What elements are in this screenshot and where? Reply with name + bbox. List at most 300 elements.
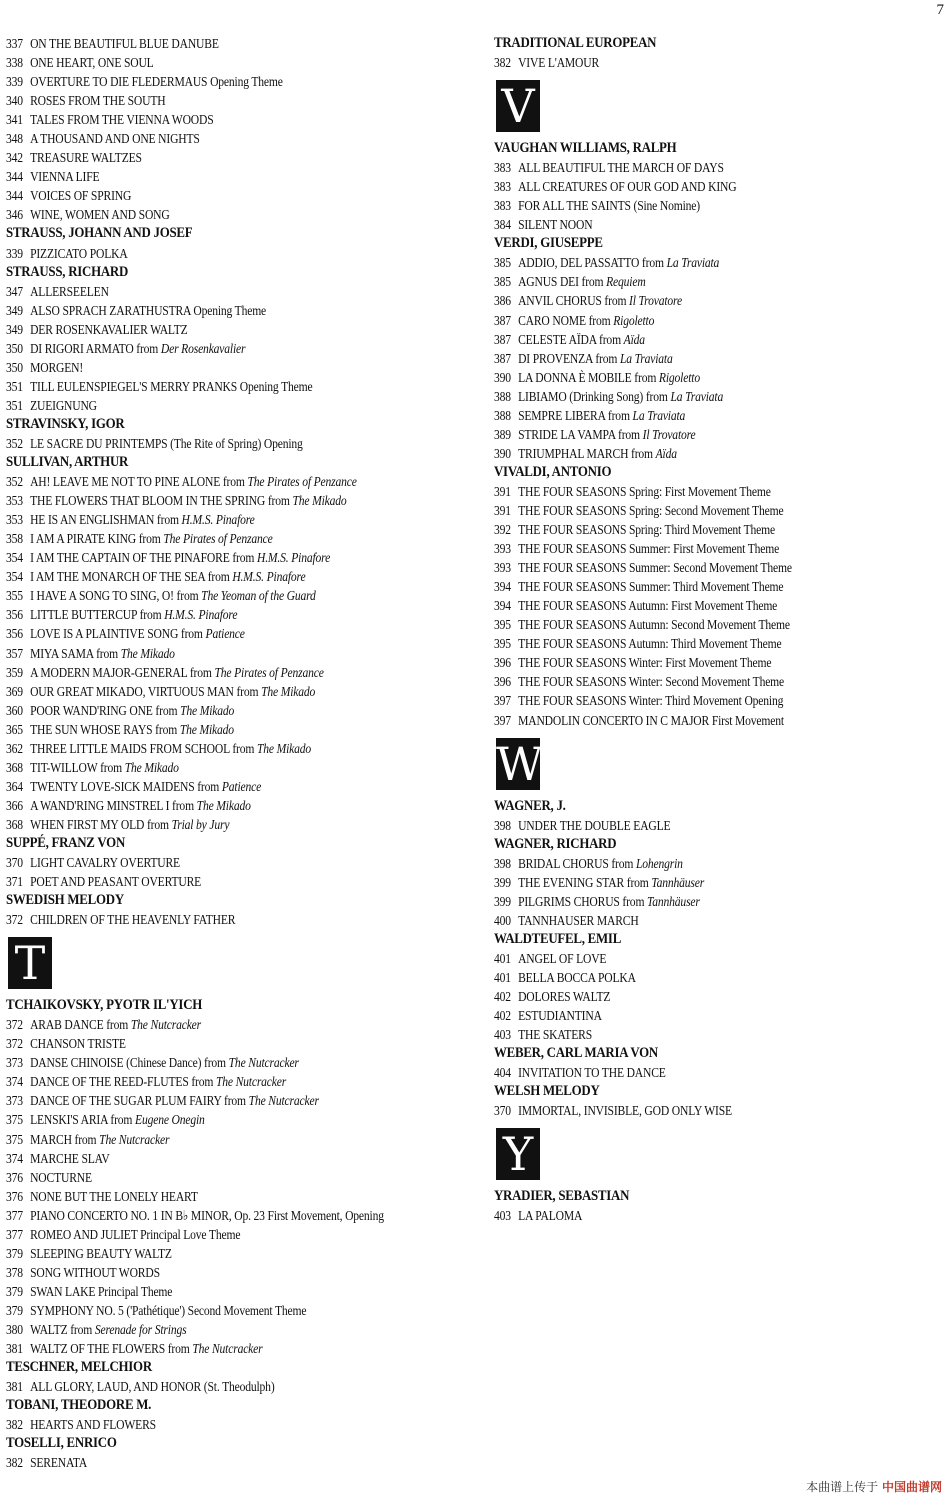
piece-title: OVERTURE TO DIE FLEDERMAUS Opening Theme — [30, 74, 283, 90]
index-entry — [494, 711, 881, 730]
piece-title: THE FOUR SEASONS Winter: First Movement Theme — [518, 655, 772, 671]
index-entry — [6, 1453, 410, 1472]
composer-heading: WALDTEUFEL, EMIL — [494, 930, 622, 947]
page-ref: 374 — [6, 1074, 23, 1090]
piece-title: THE FOUR SEASONS Winter: Second Movement Theme — [518, 674, 785, 690]
index-entry — [6, 1149, 410, 1168]
page-ref: 375 — [6, 1112, 23, 1128]
page-ref: 388 — [494, 407, 511, 423]
watermark — [806, 1478, 942, 1495]
index-entry — [6, 186, 410, 205]
piece-title: STRIDE LA VAMPA from — [518, 426, 640, 442]
index-entry — [494, 873, 881, 892]
index-entry — [494, 634, 881, 653]
index-entry — [494, 158, 881, 177]
piece-title: SLEEPING BEAUTY WALTZ — [30, 1245, 172, 1261]
page-ref: 391 — [494, 502, 511, 518]
index-entry — [6, 1320, 410, 1339]
source-work: La Traviata — [619, 350, 673, 366]
page-ref: 397 — [494, 693, 511, 709]
page-ref: 376 — [6, 1188, 23, 1204]
piece-title: INVITATION TO THE DANCE — [518, 1065, 666, 1081]
piece-title: LA PALOMA — [518, 1208, 583, 1224]
source-work: The Mikado — [179, 721, 234, 737]
composer-heading: VERDI, GIUSEPPE — [494, 235, 603, 252]
index-entry — [6, 1244, 410, 1263]
index-entry — [6, 53, 410, 72]
page-ref: 348 — [6, 131, 23, 147]
index-entry — [6, 910, 410, 929]
index-entry — [6, 1339, 410, 1358]
source-work: Aïda — [623, 331, 645, 347]
page-ref: 383 — [494, 198, 511, 214]
piece-title: SERENATA — [30, 1455, 88, 1471]
index-entry — [494, 501, 881, 520]
piece-title: THE FOUR SEASONS Summer: Second Movement Theme — [518, 560, 792, 576]
index-entry — [494, 1206, 881, 1225]
index-entry — [6, 720, 410, 739]
index-entry — [6, 1301, 410, 1320]
page-ref: 393 — [494, 560, 511, 576]
page-ref: 404 — [494, 1065, 511, 1081]
watermark-brand: 中国曲谱网 — [881, 1480, 942, 1494]
page-ref: 360 — [6, 702, 23, 718]
index-entry — [494, 987, 881, 1006]
page-ref: 340 — [6, 93, 23, 109]
page-ref: 372 — [6, 1017, 23, 1033]
index-entry — [494, 615, 881, 634]
index-entry — [6, 244, 410, 263]
page-ref: 375 — [6, 1131, 23, 1147]
composer-heading: TCHAIKOVSKY, PYOTR IL'YICH — [6, 997, 203, 1014]
section-letter: Y — [496, 1128, 540, 1180]
index-entry — [6, 644, 410, 663]
index-entry — [6, 682, 410, 701]
index-entry — [6, 148, 410, 167]
index-entry — [494, 968, 881, 987]
piece-title: VIVE L'AMOUR — [518, 55, 600, 71]
piece-title: ESTUDIANTINA — [518, 1008, 602, 1024]
piece-title: OUR GREAT MIKADO, VIRTUOUS MAN from — [30, 683, 259, 699]
index-entry — [6, 167, 410, 186]
piece-title: LIGHT CAVALRY OVERTURE — [30, 855, 180, 871]
index-entry — [6, 1053, 410, 1072]
piece-title: ZUEIGNUNG — [30, 397, 97, 413]
page-ref: 394 — [494, 598, 511, 614]
piece-title: VIENNA LIFE — [30, 169, 100, 185]
page-ref: 346 — [6, 207, 23, 223]
piece-title: LIBIAMO (Drinking Song) from — [518, 388, 668, 404]
source-work: The Mikado — [261, 683, 316, 699]
piece-title: LE SACRE DU PRINTEMPS (The Rite of Spring) Opening — [30, 435, 303, 451]
piece-title: DANSE CHINOISE (Chinese Dance) from — [30, 1055, 226, 1071]
page-ref: 354 — [6, 569, 23, 585]
index-entry — [494, 368, 881, 387]
index-entry — [494, 311, 881, 330]
page-ref: 352 — [6, 474, 23, 490]
page-ref: 402 — [494, 989, 511, 1005]
page-ref: 372 — [6, 912, 23, 928]
index-entry — [6, 1282, 410, 1301]
page-ref: 338 — [6, 55, 23, 71]
piece-title: IMMORTAL, INVISIBLE, GOD ONLY WISE — [518, 1103, 732, 1119]
piece-title: ALL GLORY, LAUD, AND HONOR (St. Theodulph) — [30, 1379, 275, 1395]
page-ref: 357 — [6, 645, 23, 661]
index-entry — [6, 872, 410, 891]
piece-title: AH! LEAVE ME NOT TO PINE ALONE from — [30, 474, 245, 490]
piece-title: WHEN FIRST MY OLD from — [30, 816, 169, 832]
page-ref: 379 — [6, 1245, 23, 1261]
page-ref: 339 — [6, 245, 23, 261]
composer-heading: WEBER, CARL MARIA VON — [494, 1045, 658, 1062]
page-ref: 401 — [494, 950, 511, 966]
piece-title: THREE LITTLE MAIDS FROM SCHOOL from — [30, 740, 255, 756]
page-ref: 392 — [494, 522, 511, 538]
piece-title: MIYA SAMA from — [30, 645, 118, 661]
index-entry — [494, 253, 881, 272]
piece-title: ON THE BEAUTIFUL BLUE DANUBE — [30, 36, 219, 51]
piece-title: NONE BUT THE LONELY HEART — [30, 1188, 198, 1204]
page-ref: 376 — [6, 1169, 23, 1185]
index-entry — [6, 548, 410, 567]
piece-title: WALTZ from — [30, 1322, 93, 1337]
page-ref: 382 — [6, 1455, 23, 1471]
index-entry — [6, 320, 410, 339]
index-entry — [6, 472, 410, 491]
piece-title: ALSO SPRACH ZARATHUSTRA Opening Theme — [30, 302, 267, 318]
source-work: The Mikado — [124, 759, 179, 775]
piece-title: THE FOUR SEASONS Spring: First Movement Theme — [518, 483, 771, 499]
page-ref: 379 — [6, 1302, 23, 1318]
page-ref: 384 — [494, 217, 511, 233]
index-entry — [494, 596, 881, 615]
piece-title: POOR WAND'RING ONE from — [30, 702, 178, 718]
index-entry — [494, 672, 881, 691]
piece-title: THE FOUR SEASONS Autumn: First Movement Theme — [518, 598, 778, 614]
piece-title: DOLORES WALTZ — [518, 989, 611, 1005]
page-ref: 351 — [6, 378, 23, 394]
source-work: Serenade for Strings — [94, 1322, 187, 1337]
index-entry — [494, 558, 881, 577]
composer-heading: VIVALDI, ANTONIO — [494, 463, 612, 480]
index-entry — [6, 110, 410, 129]
index-entry — [494, 53, 881, 72]
index-column-left — [6, 34, 476, 1472]
index-entry — [494, 1063, 881, 1082]
piece-title: TIT-WILLOW from — [30, 759, 122, 775]
source-work: The Nutcracker — [130, 1017, 202, 1033]
index-entry — [6, 624, 410, 643]
index-entry — [494, 215, 881, 234]
source-work: Tannhäuser — [647, 893, 700, 909]
section-letter-block — [496, 80, 944, 135]
piece-title: ALL CREATURES OF OUR GOD AND KING — [518, 179, 737, 195]
source-work: H.M.S. Pinafore — [164, 607, 238, 623]
index-entry — [6, 377, 410, 396]
page-ref: 396 — [494, 655, 511, 671]
index-entry — [6, 586, 410, 605]
source-work: Aïda — [655, 445, 677, 461]
index-entry — [6, 777, 410, 796]
source-work: La Traviata — [670, 388, 724, 404]
page-ref: 373 — [6, 1093, 23, 1109]
piece-title: MANDOLIN CONCERTO IN C MAJOR First Movement — [518, 712, 784, 728]
piece-title: DI RIGORI ARMATO from — [30, 340, 159, 356]
piece-title: ARAB DANCE from — [30, 1017, 129, 1033]
index-entry — [6, 1225, 410, 1244]
piece-title: BRIDAL CHORUS from — [518, 855, 634, 871]
piece-title: I HAVE A SONG TO SING, O! from — [30, 588, 199, 604]
source-work: Rigoletto — [658, 369, 700, 385]
index-entry — [494, 520, 881, 539]
page-ref: 344 — [6, 188, 23, 204]
index-entry — [6, 1415, 410, 1434]
index-entry — [494, 196, 881, 215]
source-work: Patience — [221, 778, 262, 794]
piece-title: LA DONNA È MOBILE from — [518, 369, 657, 385]
page-ref: 359 — [6, 664, 23, 680]
page-ref: 387 — [494, 350, 511, 366]
source-work: Lohengrin — [635, 855, 683, 871]
index-column-right — [494, 34, 944, 1225]
page-ref: 387 — [494, 312, 511, 328]
source-work: The Nutcracker — [99, 1131, 170, 1147]
composer-heading: SWEDISH MELODY — [6, 892, 124, 909]
composer-heading: TOBANI, THEODORE M. — [6, 1397, 152, 1414]
piece-title: I AM THE CAPTAIN OF THE PINAFORE from — [30, 550, 255, 566]
page-ref: 381 — [6, 1379, 23, 1395]
page-ref: 395 — [494, 617, 511, 633]
composer-heading: STRAUSS, JOHANN AND JOSEF — [6, 225, 193, 242]
page-ref: 342 — [6, 150, 23, 166]
index-entry — [494, 1025, 881, 1044]
page-ref: 368 — [6, 759, 23, 775]
source-work: H.M.S. Pinafore — [232, 569, 306, 585]
page-ref: 372 — [6, 1036, 23, 1052]
index-entry — [494, 892, 881, 911]
source-work: Der Rosenkavalier — [160, 340, 246, 356]
composer-heading: SULLIVAN, ARTHUR — [6, 454, 129, 471]
source-work: The Yeoman of the Guard — [201, 588, 316, 604]
index-entry — [494, 854, 881, 873]
page-ref: 393 — [494, 541, 511, 557]
index-entry — [6, 1130, 410, 1149]
page-ref: 371 — [6, 874, 23, 890]
index-entry — [494, 272, 881, 291]
page-ref: 388 — [494, 388, 511, 404]
piece-title: TILL EULENSPIEGEL'S MERRY PRANKS Opening Theme — [30, 378, 313, 394]
index-entry — [6, 339, 410, 358]
page-ref: 397 — [494, 712, 511, 728]
index-entry — [6, 1034, 410, 1053]
page-ref: 370 — [6, 855, 23, 871]
index-entry — [6, 358, 410, 377]
piece-title: THE FLOWERS THAT BLOOM IN THE SPRING from — [30, 493, 290, 509]
index-entry — [494, 482, 881, 501]
page-ref: 366 — [6, 797, 23, 813]
page-ref: 379 — [6, 1283, 23, 1299]
piece-title: TALES FROM THE VIENNA WOODS — [30, 112, 214, 128]
page-ref: 374 — [6, 1150, 23, 1166]
page-ref: 386 — [494, 293, 511, 309]
page-ref: 337 — [6, 36, 23, 51]
page-ref: 349 — [6, 302, 23, 318]
page-ref: 380 — [6, 1322, 23, 1337]
piece-title: THE SUN WHOSE RAYS from — [30, 721, 178, 737]
index-entry — [6, 1206, 410, 1225]
piece-title: TRIUMPHAL MARCH from — [518, 445, 653, 461]
index-entry — [494, 949, 881, 968]
index-entry — [6, 1377, 410, 1396]
piece-title: ONE HEART, ONE SOUL — [30, 55, 154, 71]
page-ref: 402 — [494, 1008, 511, 1024]
page-ref: 398 — [494, 817, 511, 833]
index-entry — [494, 1006, 881, 1025]
piece-title: SWAN LAKE Principal Theme — [30, 1283, 173, 1299]
index-entry — [6, 205, 410, 224]
page-ref: 396 — [494, 674, 511, 690]
page-ref: 383 — [494, 179, 511, 195]
source-work: La Traviata — [666, 255, 720, 271]
composer-heading: STRAVINSKY, IGOR — [6, 415, 125, 432]
piece-title: THE FOUR SEASONS Summer: Third Movement Theme — [518, 579, 784, 595]
index-entry — [494, 291, 881, 310]
page-ref: 364 — [6, 778, 23, 794]
index-entry — [494, 425, 881, 444]
index-entry — [6, 72, 410, 91]
page-ref: 356 — [6, 626, 23, 642]
piece-title: THE FOUR SEASONS Autumn: Third Movement Theme — [518, 636, 782, 652]
piece-title: HEARTS AND FLOWERS — [30, 1417, 156, 1433]
section-letter-block — [8, 937, 476, 992]
piece-title: DANCE OF THE SUGAR PLUM FAIRY from — [30, 1093, 246, 1109]
piece-title: I AM A PIRATE KING from — [30, 531, 161, 547]
page-ref: 398 — [494, 855, 511, 871]
source-work: The Nutcracker — [215, 1074, 287, 1090]
index-entry — [6, 1015, 410, 1034]
page-ref: 350 — [6, 340, 23, 356]
index-entry — [6, 1110, 410, 1129]
piece-title: THE FOUR SEASONS Winter: Third Movement Opening — [518, 693, 784, 709]
piece-title: WALTZ OF THE FLOWERS from — [30, 1341, 190, 1357]
piece-title: UNDER THE DOUBLE EAGLE — [518, 817, 671, 833]
page-ref: 400 — [494, 912, 511, 928]
index-entry — [6, 1091, 410, 1110]
page-ref: 339 — [6, 74, 23, 90]
composer-heading: VAUGHAN WILLIAMS, RALPH — [494, 140, 677, 157]
piece-title: A MODERN MAJOR-GENERAL from — [30, 664, 212, 680]
piece-title: PILGRIMS CHORUS from — [518, 893, 645, 909]
index-entry — [6, 739, 410, 758]
piece-title: THE EVENING STAR from — [518, 874, 649, 890]
page-ref: 356 — [6, 607, 23, 623]
piece-title: THE FOUR SEASONS Spring: Third Movement Theme — [518, 522, 776, 538]
index-entry — [6, 815, 410, 834]
piece-title: TREASURE WALTZES — [30, 150, 142, 166]
index-entry — [6, 567, 410, 586]
composer-heading: TOSELLI, ENRICO — [6, 1435, 117, 1452]
source-work: The Mikado — [256, 740, 312, 756]
page-ref: 373 — [6, 1055, 23, 1071]
page-ref: 389 — [494, 426, 511, 442]
index-entry — [6, 491, 410, 510]
section-letter: T — [8, 937, 52, 989]
piece-title: A THOUSAND AND ONE NIGHTS — [30, 131, 200, 147]
page-ref: 368 — [6, 816, 23, 832]
page-ref: 382 — [6, 1417, 23, 1433]
source-work: Eugene Onegin — [135, 1112, 205, 1128]
index-entry — [6, 129, 410, 148]
piece-title: HE IS AN ENGLISHMAN from — [30, 512, 179, 528]
index-entry — [494, 349, 881, 368]
composer-heading: YRADIER, SEBASTIAN — [494, 1188, 630, 1205]
page-ref: 369 — [6, 683, 23, 699]
source-work: La Traviata — [632, 407, 686, 423]
source-work: The Mikado — [120, 645, 175, 661]
piece-title: CHANSON TRISTE — [30, 1036, 126, 1052]
piece-title: PIANO CONCERTO NO. 1 IN B♭ MINOR, Op. 23 First Movement, Opening — [30, 1207, 384, 1223]
page-ref: 378 — [6, 1264, 23, 1280]
index-entry — [494, 177, 881, 196]
piece-title: LENSKI'S ARIA from — [30, 1112, 133, 1128]
page-ref: 399 — [494, 893, 511, 909]
index-entry — [494, 406, 881, 425]
piece-title: I AM THE MONARCH OF THE SEA from — [30, 569, 230, 585]
piece-title: WINE, WOMEN AND SONG — [30, 207, 170, 223]
source-work: The Pirates of Penzance — [214, 664, 324, 680]
index-entry — [6, 605, 410, 624]
index-entry — [6, 510, 410, 529]
piece-title: ALL BEAUTIFUL THE MARCH OF DAYS — [518, 160, 724, 176]
piece-title: MORGEN! — [30, 359, 84, 375]
page-ref: 344 — [6, 169, 23, 185]
source-work: H.M.S. Pinafore — [181, 512, 255, 528]
index-entry — [6, 282, 410, 301]
page-ref: 403 — [494, 1027, 511, 1043]
piece-title: NOCTURNE — [30, 1169, 92, 1185]
piece-title: SYMPHONY NO. 5 ('Pathétique') Second Movement Theme — [30, 1302, 307, 1318]
index-entry — [6, 529, 410, 548]
page-ref: 365 — [6, 721, 23, 737]
piece-title: DI PROVENZA from — [518, 350, 618, 366]
source-work: Trial by Jury — [171, 816, 230, 832]
index-entry — [6, 663, 410, 682]
index-entry — [494, 577, 881, 596]
index-entry — [6, 1187, 410, 1206]
source-work: The Pirates of Penzance — [163, 531, 273, 547]
page-ref: 385 — [494, 274, 511, 290]
index-entry — [494, 539, 881, 558]
piece-title: CARO NOME from — [518, 312, 611, 328]
source-work: H.M.S. Pinafore — [256, 550, 331, 566]
page-ref: 352 — [6, 435, 23, 451]
piece-title: TWENTY LOVE-SICK MAIDENS from — [30, 778, 220, 794]
piece-title: THE FOUR SEASONS Spring: Second Movement Theme — [518, 502, 784, 518]
piece-title: ANGEL OF LOVE — [518, 950, 607, 966]
piece-title: FOR ALL THE SAINTS (Sine Nomine) — [518, 198, 700, 214]
page-ref: 370 — [494, 1103, 511, 1119]
index-entry — [6, 758, 410, 777]
source-work: Il Trovatore — [629, 293, 682, 309]
page-ref: 383 — [494, 160, 511, 176]
page-ref: 353 — [6, 493, 23, 509]
index-entry — [6, 1168, 410, 1187]
piece-title: ROSES FROM THE SOUTH — [30, 93, 166, 109]
source-work: Patience — [205, 626, 245, 642]
section-letter: W — [496, 736, 544, 791]
page-ref: 353 — [6, 512, 23, 528]
page-ref: 399 — [494, 874, 511, 890]
